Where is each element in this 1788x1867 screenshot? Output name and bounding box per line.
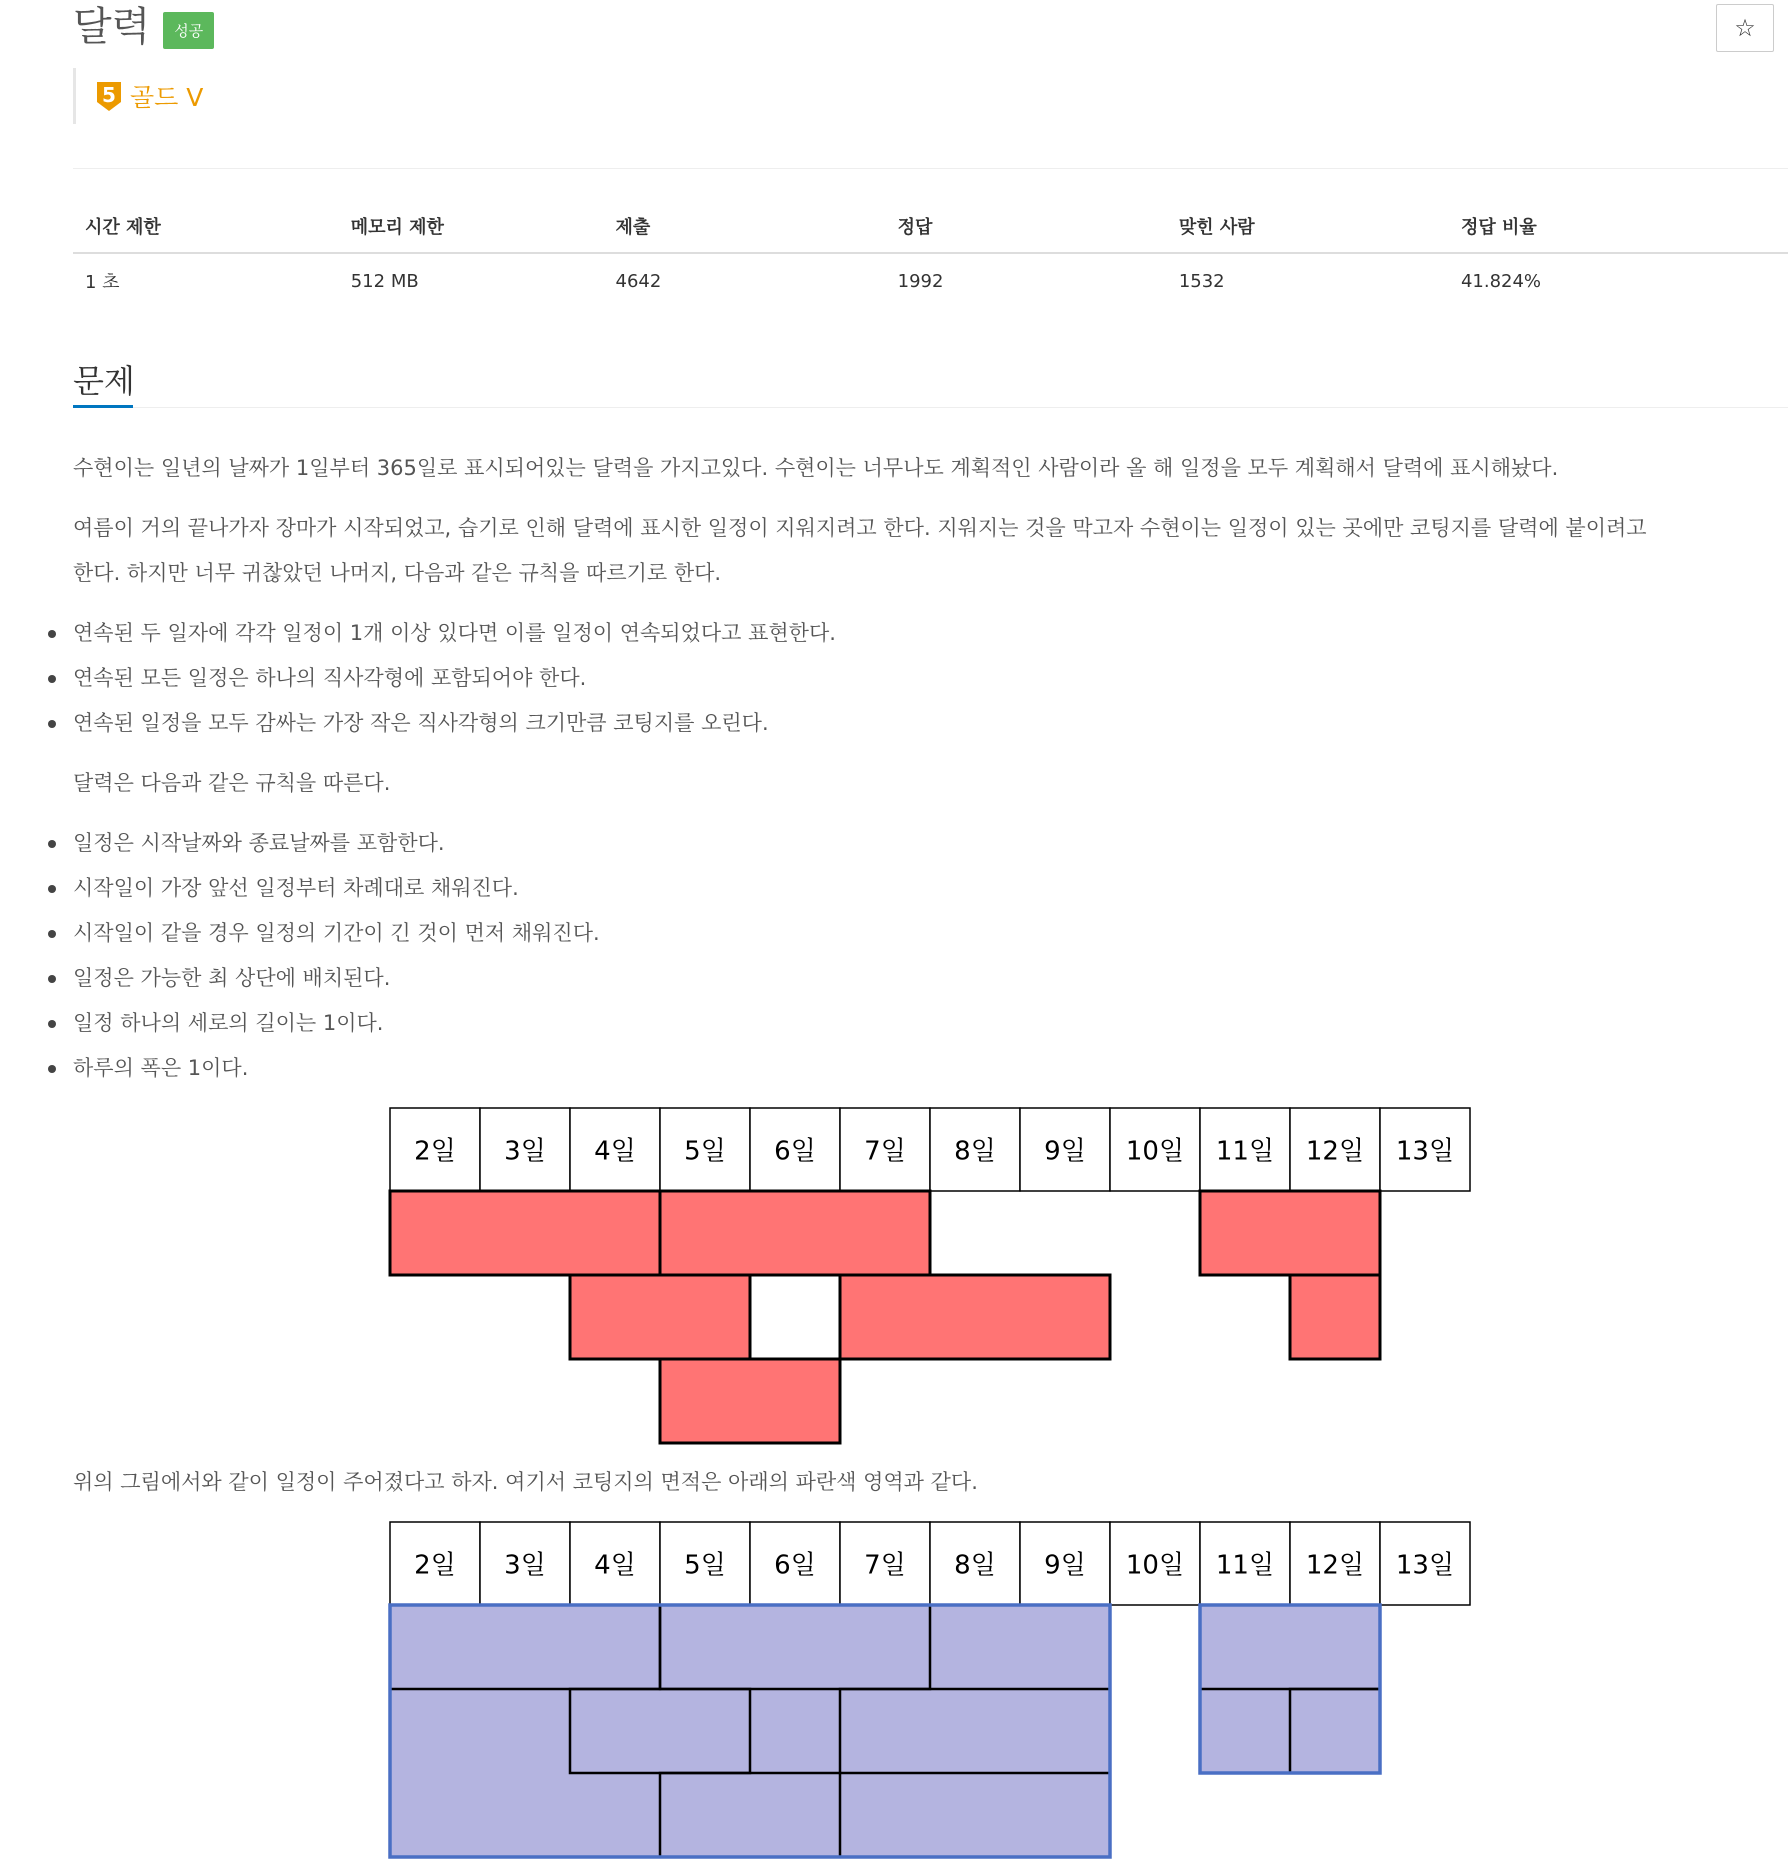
day-header-label: 12일 (1305, 1550, 1365, 1581)
section-divider (73, 407, 1788, 408)
list-item (73, 821, 600, 866)
list-item-text: 일정은 시작날짜와 종료날짜를 포함한다. (73, 831, 445, 855)
day-header-label: 10일 (1125, 1136, 1185, 1167)
day-header-label: 5일 (684, 1550, 726, 1581)
value-memory-limit: 512 MB (350, 270, 419, 292)
tier-icon (96, 81, 122, 112)
day-header-label: 7일 (864, 1136, 906, 1167)
header-accept-ratio: 정답 비율 (1460, 217, 1537, 238)
status-badge: 성공 (163, 12, 214, 49)
tier-label[interactable] (73, 68, 203, 124)
day-header-label: 2일 (414, 1550, 456, 1581)
day-header-label: 6일 (774, 1550, 816, 1581)
list-item (73, 1001, 600, 1046)
stats-value-row (73, 254, 1788, 308)
schedule-block (390, 1191, 660, 1275)
day-header-label: 2일 (414, 1136, 456, 1167)
day-header-label: 5일 (684, 1136, 726, 1167)
rule-list-2 (73, 821, 600, 1091)
value-time-limit: 1 초 (85, 272, 120, 293)
bullet-icon (48, 885, 56, 893)
page-title: 달력 (73, 4, 151, 50)
header-accepted: 정답 (897, 217, 933, 238)
schedule-block (570, 1275, 750, 1359)
bullet-icon (48, 975, 56, 983)
value-solved-users: 1532 (1178, 270, 1225, 292)
section-title: 문제 (73, 362, 135, 400)
title-row (73, 0, 214, 60)
description-paragraph-1: 수현이는 일년의 날짜가 1일부터 365일로 표시되어있는 달력을 가지고있다. 수현이는 너무나도 계획적인 사람이라 올 해 일정을 모두 계획해서 달력에 표시해놨다. (73, 456, 1559, 480)
list-item (73, 611, 836, 656)
tier-text: 골드 V (130, 83, 204, 112)
description-paragraph-2-line-2: 한다. 하지만 너무 귀찮았던 나머지, 다음과 같은 규칙을 따르기로 한다. (73, 561, 722, 585)
list-item (73, 911, 600, 956)
description-paragraph-4: 위의 그림에서와 같이 일정이 주어졌다고 하자. 여기서 코팅지의 면적은 아래의 파란색 영역과 같다. (73, 1470, 978, 1494)
day-header-label: 3일 (504, 1550, 546, 1581)
day-header-label: 3일 (504, 1136, 546, 1167)
list-item-text: 일정은 가능한 최 상단에 배치된다. (73, 966, 391, 990)
day-header-label: 13일 (1395, 1550, 1455, 1581)
value-accepted: 1992 (897, 270, 944, 292)
schedule-block (840, 1275, 1110, 1359)
day-header-label: 7일 (864, 1550, 906, 1581)
list-item-text: 연속된 두 일자에 각각 일정이 1개 이상 있다면 이를 일정이 연속되었다고 표현한다. (73, 621, 836, 645)
coating-figure (388, 1520, 1473, 1865)
value-accept-ratio: 41.824% (1460, 270, 1542, 292)
stats-header-row (73, 200, 1788, 254)
divider (73, 168, 1788, 169)
day-header-label: 4일 (594, 1550, 636, 1581)
bullet-icon (48, 840, 56, 848)
header-solved-users: 맞힌 사람 (1178, 217, 1255, 238)
list-item (73, 866, 600, 911)
star-icon: ☆ (1734, 14, 1756, 42)
header-time-limit: 시간 제한 (85, 217, 161, 238)
description-paragraph-3: 달력은 다음과 같은 규칙을 따른다. (73, 771, 391, 795)
list-item-text: 연속된 모든 일정은 하나의 직사각형에 포함되어야 한다. (73, 666, 587, 690)
bullet-icon (48, 930, 56, 938)
day-header-label: 10일 (1125, 1550, 1185, 1581)
list-item (73, 656, 836, 701)
day-header-label: 11일 (1215, 1136, 1275, 1167)
bullet-icon (48, 720, 56, 728)
list-item-text: 연속된 일정을 모두 감싸는 가장 작은 직사각형의 크기만큼 코팅지를 오린다. (73, 711, 769, 735)
bullet-icon (48, 1020, 56, 1028)
header-submissions: 제출 (615, 217, 651, 238)
day-header-label: 8일 (954, 1550, 996, 1581)
list-item (73, 1046, 600, 1091)
bullet-icon (48, 1065, 56, 1073)
list-item-text: 시작일이 같을 경우 일정의 기간이 긴 것이 먼저 채워진다. (73, 921, 600, 945)
schedule-block (1290, 1275, 1380, 1359)
bullet-icon (48, 675, 56, 683)
list-item-text: 일정 하나의 세로의 길이는 1이다. (73, 1011, 384, 1035)
value-submissions: 4642 (615, 270, 662, 292)
day-header-label: 4일 (594, 1136, 636, 1167)
day-header-label: 8일 (954, 1136, 996, 1167)
bullet-icon (48, 630, 56, 638)
list-item (73, 956, 600, 1001)
schedule-block (660, 1359, 840, 1443)
list-item-text: 시작일이 가장 앞선 일정부터 차례대로 채워진다. (73, 876, 519, 900)
stats-table (73, 200, 1788, 308)
section-title-underline (73, 405, 133, 408)
day-header-label: 11일 (1215, 1550, 1275, 1581)
day-header-label: 6일 (774, 1136, 816, 1167)
day-header-label: 13일 (1395, 1136, 1455, 1167)
day-header-label: 12일 (1305, 1136, 1365, 1167)
list-item-text: 하루의 폭은 1이다. (73, 1056, 249, 1080)
rule-list-1 (73, 611, 836, 746)
favorite-star-button[interactable] (1716, 4, 1774, 52)
tier-number: 5 (102, 82, 116, 107)
schedule-block (660, 1191, 930, 1275)
list-item (73, 701, 836, 746)
schedule-figure (388, 1106, 1473, 1448)
header-memory-limit: 메모리 제한 (350, 217, 444, 238)
schedule-block (1200, 1191, 1380, 1275)
day-header-label: 9일 (1044, 1550, 1086, 1581)
description-paragraph-2-line-1: 여름이 거의 끝나가자 장마가 시작되었고, 습기로 인해 달력에 표시한 일정이 지워지려고 한다. 지워지는 것을 막고자 수현이는 일정이 있는 곳에만 코팅지를 달력에 붙이려고 (73, 516, 1647, 540)
day-header-label: 9일 (1044, 1136, 1086, 1167)
